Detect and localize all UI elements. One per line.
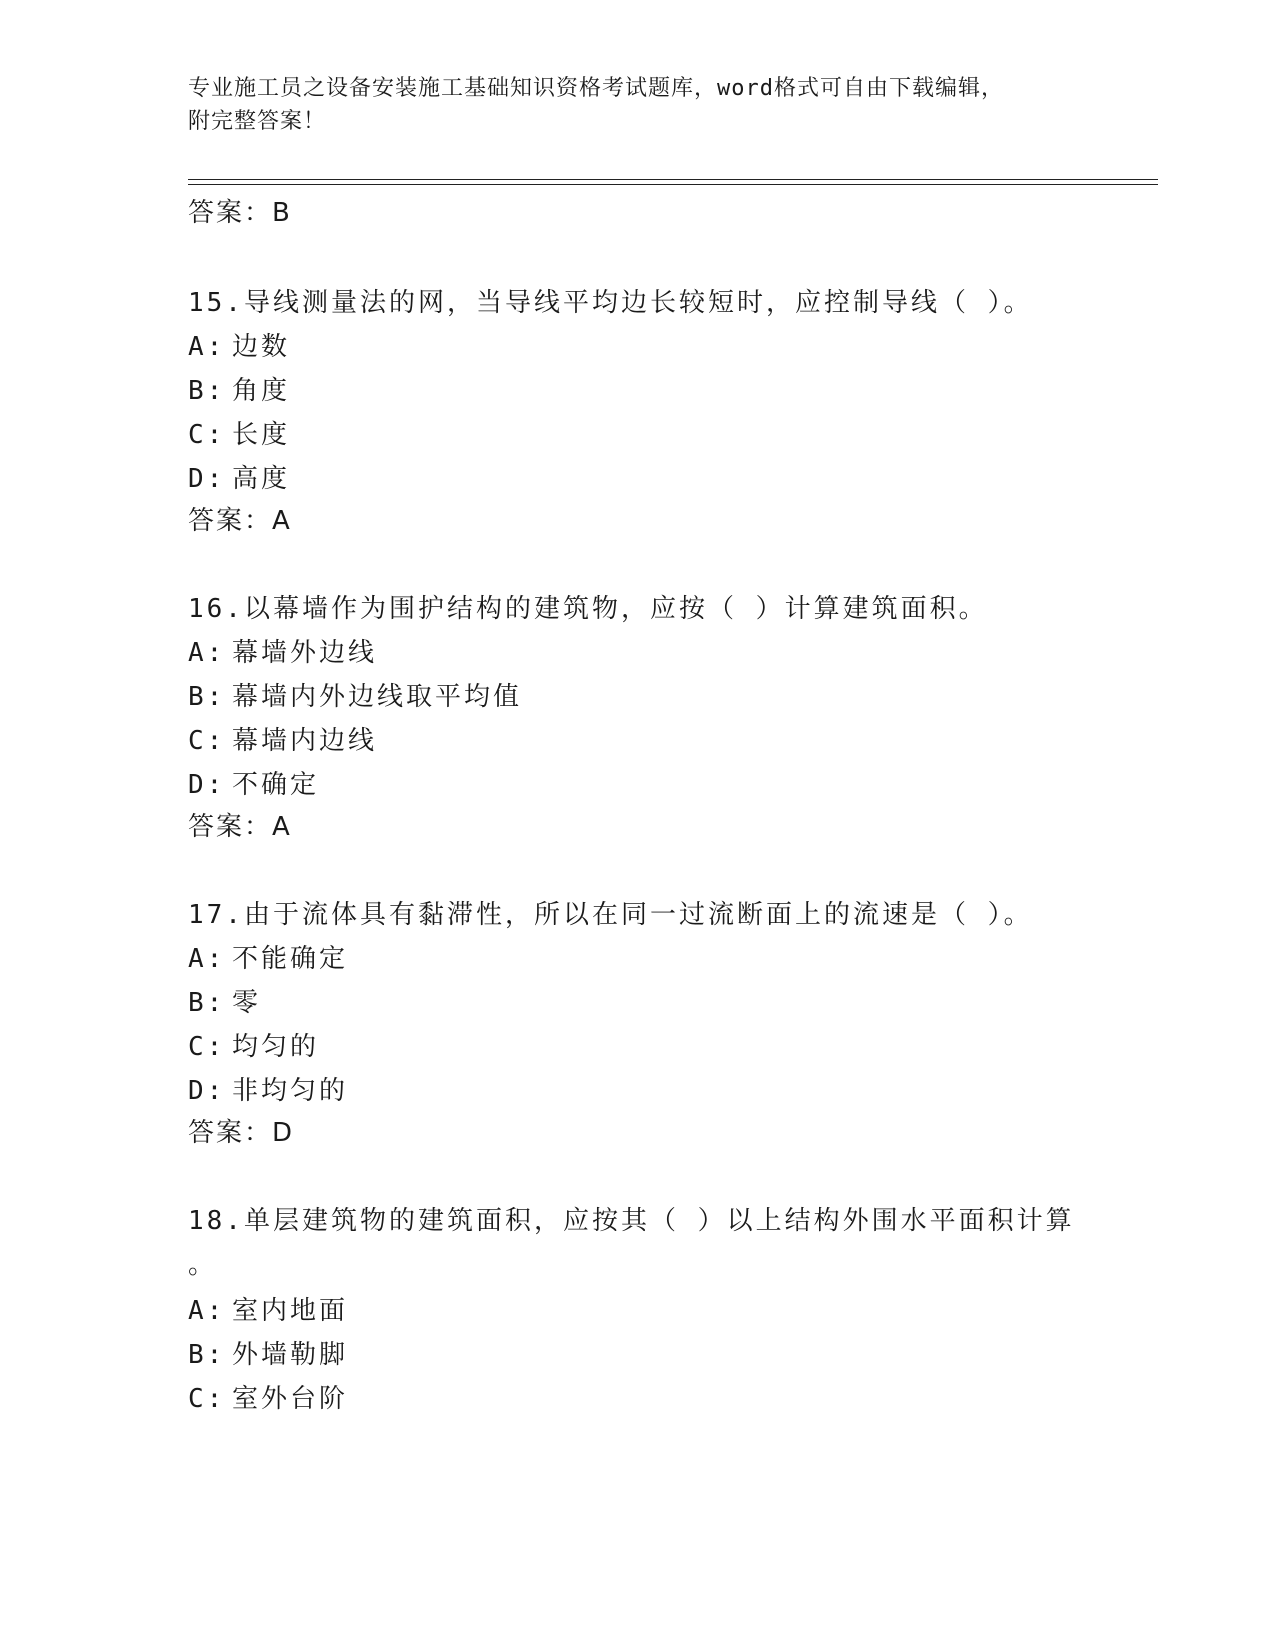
option-text: 不确定 <box>232 770 320 800</box>
answer-16: 答案：A <box>188 812 292 842</box>
answer-15: 答案：A <box>188 506 292 536</box>
option-key: D: <box>188 770 226 800</box>
question-18-option-c <box>188 1378 348 1415</box>
option-key: B: <box>188 988 226 1018</box>
option-key: C: <box>188 726 226 756</box>
question-15-option-d <box>188 458 290 495</box>
option-text: 幕墙外边线 <box>232 638 378 668</box>
header-line-1: 专业施工员之设备安装施工基础知识资格考试题库，word格式可自由下载编辑， <box>188 76 1004 101</box>
option-key: D: <box>188 1076 226 1106</box>
question-17-option-b <box>188 982 261 1019</box>
option-key: B: <box>188 376 226 406</box>
header-divider-top <box>188 179 1158 180</box>
question-15-stem: 15.导线测量法的网，当导线平均边长较短时，应控制导线（ ）。 <box>188 288 1033 318</box>
question-17-option-c <box>188 1026 319 1063</box>
option-text: 角度 <box>232 376 291 406</box>
option-text: 非均匀的 <box>232 1076 349 1106</box>
question-16-option-a <box>188 632 377 669</box>
document-header <box>188 72 1088 138</box>
option-text: 不能确定 <box>232 944 349 974</box>
option-text: 外墙勒脚 <box>232 1340 349 1370</box>
question-18-option-b <box>188 1334 348 1371</box>
header-divider-bottom <box>188 184 1158 185</box>
question-17-option-a <box>188 938 348 975</box>
question-16-option-b <box>188 676 522 713</box>
question-15-option-c <box>188 414 290 451</box>
option-text: 边数 <box>232 332 291 362</box>
option-key: A: <box>188 332 226 362</box>
option-key: A: <box>188 638 226 668</box>
option-key: C: <box>188 420 226 450</box>
question-17-option-d <box>188 1070 348 1107</box>
question-18-stem: 18.单层建筑物的建筑面积，应按其（ ）以上结构外围水平面积计算 <box>188 1206 1075 1236</box>
option-text: 室外台阶 <box>232 1384 349 1414</box>
option-key: D: <box>188 464 226 494</box>
option-key: B: <box>188 1340 226 1370</box>
answer-14: 答案：B <box>188 198 292 228</box>
question-15-option-b <box>188 370 290 407</box>
option-text: 长度 <box>232 420 291 450</box>
header-line-2: 附完整答案！ <box>188 109 327 134</box>
question-16-option-c <box>188 720 377 757</box>
question-17-stem: 17.由于流体具有黏滞性，所以在同一过流断面上的流速是（ ）。 <box>188 900 1033 930</box>
option-text: 高度 <box>232 464 291 494</box>
option-text: 幕墙内边线 <box>232 726 378 756</box>
option-key: C: <box>188 1032 226 1062</box>
answer-17: 答案：D <box>188 1118 295 1148</box>
question-16-option-d <box>188 764 319 801</box>
option-text: 室内地面 <box>232 1296 349 1326</box>
option-text: 均匀的 <box>232 1032 320 1062</box>
option-key: C: <box>188 1384 226 1414</box>
option-key: A: <box>188 944 226 974</box>
question-16-stem: 16.以幕墙作为围护结构的建筑物，应按（ ）计算建筑面积。 <box>188 594 988 624</box>
question-15-option-a <box>188 326 290 363</box>
option-text: 幕墙内外边线取平均值 <box>232 682 523 712</box>
option-key: A: <box>188 1296 226 1326</box>
question-18-stem-continued: 。 <box>188 1250 218 1280</box>
option-key: B: <box>188 682 226 712</box>
question-18-option-a <box>188 1290 348 1327</box>
option-text: 零 <box>232 988 262 1018</box>
